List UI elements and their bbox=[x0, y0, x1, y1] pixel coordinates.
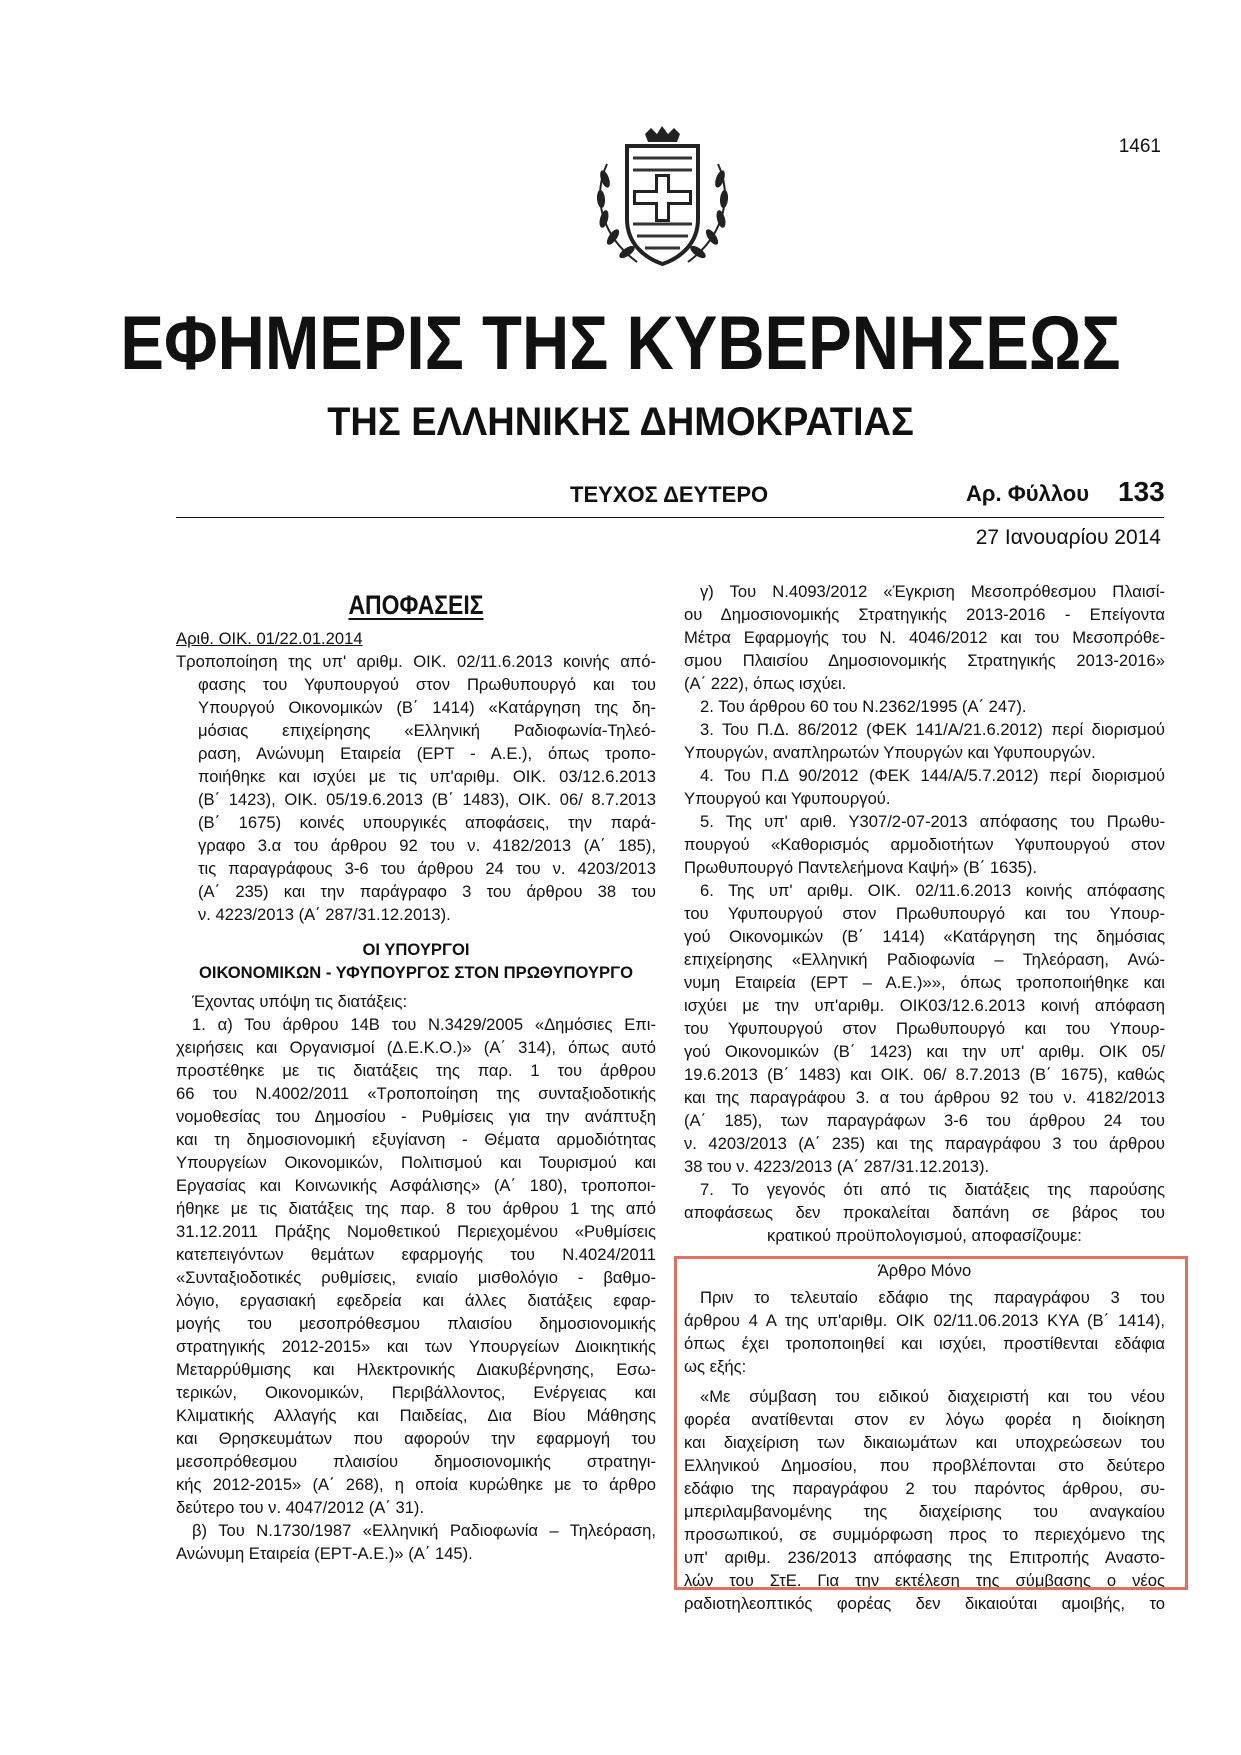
body-line: ου Δημοσιονομικής Στρατηγικής 2013-2016 - Επείγοντα bbox=[684, 605, 1165, 624]
signatories-subheading: ΟΙΚΟΝΟΜΙΚΩΝ - ΥΦΥΠΟΥΡΓΟΣ ΣΤΟΝ ΠΡΩΘΥΠΟΥΡΓΟ bbox=[199, 963, 633, 982]
body-line: και τη δημοσιονομική εξυγίανση - Θέματα αρμοδιότητας bbox=[176, 1130, 656, 1149]
body-line: κρατικού προϋπολογισμού, αποφασίζουμε: bbox=[767, 1226, 1082, 1245]
body-line: αποφάσεως δεν προκαλείται δαπάνη σε βάρος του bbox=[684, 1203, 1165, 1222]
body-line: ήθηκε με τις διατάξεις της παρ. 8 του άρθρου 1 της από bbox=[176, 1199, 656, 1218]
body-line: του Υφυπουργού στον Πρωθυπουργό και του Υπουρ- bbox=[684, 1019, 1165, 1038]
article-line: φορέα ανατίθενται στον εν λόγω φορέα η διοίκηση bbox=[684, 1410, 1165, 1429]
article-line: προσωπικού, σε συμμόρφωση προς το περιεχόμενο της bbox=[684, 1525, 1165, 1544]
body-line: δεύτερο του ν. 4047/2012 (Α΄ 31). bbox=[176, 1498, 425, 1517]
body-line: μεσοπρόθεσμου πλαισίου δημοσιονομικής στρατηγι- bbox=[176, 1452, 656, 1471]
signatories-heading: ΟΙ ΥΠΟΥΡΓΟΙ bbox=[362, 940, 470, 959]
preamble-text bbox=[176, 990, 656, 1565]
article-line: εδάφιο της παραγράφου 2 του παρόντος άρθρου, συ- bbox=[684, 1479, 1165, 1498]
body-line: Κλιματικής Αλλαγής και Παιδείας, Δια Βίου Μάθησης bbox=[176, 1406, 656, 1425]
body-line: 38 του ν. 4223/2013 (Α΄ 287/31.12.2013). bbox=[684, 1157, 990, 1176]
title-line: ν. 4223/2013 (Α΄ 287/31.12.2013). bbox=[198, 905, 451, 924]
body-line: Υπουργών, αναπληρωτών Υπουργών και Υφυπουργών. bbox=[684, 743, 1096, 762]
title-line: Τροποποίηση της υπ' αριθμ. ΟΙΚ. 02/11.6.2013 κοινής από- bbox=[176, 652, 656, 671]
body-line: κής 2012-2015» (Α΄ 268), η οποία κυρώθηκε με το άρθρο bbox=[176, 1475, 656, 1494]
title-line: μόσιας επιχείρησης «Ελληνική Ραδιοφωνία-Τηλεό- bbox=[198, 721, 656, 740]
issue-date: 27 Ιανουαρίου 2014 bbox=[975, 526, 1161, 549]
article-line: Πριν το τελευταίο εδάφιο της παραγράφου 3 του bbox=[700, 1288, 1165, 1307]
article-line: υπ' αριθμ. 236/2013 απόφασης της Επιτροπής Αναστο- bbox=[684, 1548, 1165, 1567]
article-line: «Με σύμβαση του ειδικού διαχειριστή και του νέου bbox=[700, 1387, 1165, 1406]
body-line: Μεταρρύθμισης και Ηλεκτρονικής Διακυβέρνησης, Εσω- bbox=[176, 1360, 656, 1379]
body-line: ν. 4203/2013 (Α΄ 235) και της παραγράφου 3 του άρθρου bbox=[684, 1134, 1165, 1153]
body-line: τερικών, Οικονομικών, Περιβάλλοντος, Ενέργειας και bbox=[176, 1383, 656, 1402]
body-line: 2. Του άρθρου 60 του Ν.2362/1995 (Α΄ 247). bbox=[700, 697, 1027, 716]
title-line: τις παραγράφους 3-6 του άρθρου 24 του ν. 4203/2013 bbox=[198, 859, 656, 878]
article-line: Ελληνικού Δημοσίου, που προβλέπονται στο δεύτερο bbox=[684, 1456, 1165, 1475]
header-divider bbox=[176, 517, 1164, 518]
article-line: άρθρου 4 Α της υπ'αριθμ. ΟΙΚ 02/11.06.2013 ΚΥΑ (Β΄ 1414), bbox=[684, 1311, 1165, 1330]
body-line: ισχύει με την υπ'αριθμ. ΟΙΚ03/12.6.2013 κοινή απόφαση bbox=[684, 996, 1165, 1015]
masthead-title: ΕΦΗΜΕΡΙΣ ΤΗΣ ΚΥΒΕΡΝΗΣΕΩΣ bbox=[120, 301, 1121, 386]
body-line: 1. α) Του άρθρου 14Β του Ν.3429/2005 «Δημόσιες Επι- bbox=[192, 1015, 656, 1034]
body-line: 19.6.2013 (Β΄ 1483) και ΟΙΚ. 06/ 8.7.2013 (Β΄ 1675), καθώς bbox=[684, 1065, 1165, 1084]
sheet-number: 133 bbox=[1118, 476, 1165, 507]
masthead-subtitle: ΤΗΣ ΕΛΛΗΝΙΚΗΣ ΔΗΜΟΚΡΑΤΙΑΣ bbox=[327, 400, 914, 444]
title-line: (Β΄ 1423), ΟΙΚ. 05/19.6.2013 (Β΄ 1483), ΟΙΚ. 06/ 8.7.2013 bbox=[198, 790, 656, 809]
body-line: Υπουργείων Οικονομικών, Πολιτισμού και Τουρισμού και bbox=[176, 1153, 656, 1172]
body-line: γ) Του Ν.4093/2012 «Έγκριση Μεσοπρόθεσμου Πλαισί- bbox=[700, 582, 1165, 601]
article-line: ραδιοτηλεοπτικός φορέας δεν δικαιούται αμοιβής, το bbox=[684, 1594, 1165, 1613]
article-line: μπεριλαμβανομένης της διαχείρισης του αναγκαίου bbox=[684, 1502, 1165, 1521]
title-line: Υπουργού Οικονομικών (Β΄ 1414) «Κατάργηση της δη- bbox=[198, 698, 656, 717]
body-line: (Α΄ 185), των παραγράφων 3-6 του άρθρου 24 του bbox=[684, 1111, 1165, 1130]
article-line: όπως έχει τροποποιηθεί και ισχύει, προστίθενται εδάφια bbox=[684, 1334, 1165, 1353]
body-line: Ανώνυμη Εταιρεία (ΕΡΤ-Α.Ε.)» (Α΄ 145). bbox=[176, 1544, 473, 1563]
body-line: σμου Πλαισίου Δημοσιονομικής Στρατηγικής 2013-2016» bbox=[684, 651, 1165, 670]
body-line: Εργασίας και Κοινωνικής Ασφάλισης» (Α΄ 180), τροποποι- bbox=[176, 1176, 656, 1195]
article-line: λών του ΣτΕ. Για την εκτέλεση της σύμβασης ο νέος bbox=[684, 1571, 1165, 1590]
body-line: του Υφυπουργού στον Πρωθυπουργό και του Υπουρ- bbox=[684, 904, 1165, 923]
title-line: (Β΄ 1675) κοινές υπουργικές αποφάσεις, την παρά- bbox=[198, 813, 656, 832]
title-line: γραφο 3.α του άρθρου 92 του ν. 4182/2013 (Α΄ 185), bbox=[198, 836, 656, 855]
body-line: μογής του μεσοπρόθεσμου πλαισίου δημοσιονομικής bbox=[176, 1314, 656, 1333]
body-line: γού Οικονομικών (Β΄ 1423) και την υπ' αριθμ. ΟΙΚ 05/ bbox=[684, 1042, 1165, 1061]
body-line: γού Οικονομικών (Β΄ 1414) «Κατάργηση της δημόσιας bbox=[684, 927, 1165, 946]
article-heading: Άρθρο Μόνο bbox=[877, 1261, 972, 1280]
article-line: και διαχείριση των δικαιωμάτων και υποχρεώσεων του bbox=[684, 1433, 1165, 1452]
body-line: 4. Του Π.Δ 90/2012 (ΦΕΚ 144/Α/5.7.2012) περί διορισμού bbox=[700, 766, 1165, 785]
body-line: 66 του Ν.4002/2011 «Τροποποίηση της συνταξιοδοτικής bbox=[176, 1084, 656, 1103]
body-line: επιχείρησης «Ελληνική Ραδιοφωνία – Τηλεόραση, Ανώ- bbox=[684, 950, 1165, 969]
body-line: νομοθεσίας του Δημοσίου - Ρυθμίσεις για την ανάπτυξη bbox=[176, 1107, 656, 1126]
body-line: χειρήσεις και Οργανισμοί (Δ.Ε.Κ.Ο.)» (Α΄ 314), όπως αυτό bbox=[176, 1038, 656, 1057]
body-line: κατεπειγόντων θεμάτων εφαρμογής του Ν.4024/2011 bbox=[176, 1245, 656, 1264]
left-column bbox=[176, 585, 656, 1565]
body-line: προστέθηκε με τις διατάξεις της παρ. 1 του άρθρου bbox=[176, 1061, 656, 1080]
title-line: (Α΄ 235) και την παράγραφο 3 του άρθρου 38 του bbox=[198, 882, 656, 901]
article-line: ως εξής: bbox=[684, 1357, 747, 1376]
body-line: (Α΄ 222), όπως ισχύει. bbox=[684, 674, 847, 693]
sheet-number-label: Αρ. Φύλλου bbox=[966, 481, 1090, 506]
title-line: ραση, Ανώνυμη Εταιρεία (ΕΡΤ - Α.Ε.), όπως τροπο- bbox=[198, 744, 656, 763]
body-line: 6. Της υπ' αριθμ. ΟΙΚ. 02/11.6.2013 κοινής απόφασης bbox=[700, 881, 1165, 900]
issue-series: ΤΕΥΧΟΣ ΔΕΥΤΕΡΟ bbox=[570, 482, 769, 507]
article-highlight-box bbox=[674, 1256, 1188, 1590]
body-line: και της παραγράφου 3. α του άρθρου 92 του ν. 4182/2013 bbox=[684, 1088, 1165, 1107]
body-line: Έχοντας υπόψη τις διατάξεις: bbox=[192, 992, 408, 1011]
body-line: «Συνταξιοδοτικές ρυθμίσεις, ενιαίο μισθολόγιο - βαθμο- bbox=[176, 1268, 656, 1287]
body-line: Υπουργού και Υφυπουργού. bbox=[684, 789, 891, 808]
body-line: Μέτρα Εφαρμογής του Ν. 4046/2012 και του Μεσοπρόθε- bbox=[684, 628, 1165, 647]
body-line: και Θρησκευμάτων που αφορούν την εφαρμογή του bbox=[176, 1429, 656, 1448]
section-heading: ΑΠΟΦΑΣΕΙΣ bbox=[348, 590, 484, 620]
body-line: 7. Το γεγονός ότι από τις διατάξεις της παρούσης bbox=[700, 1180, 1165, 1199]
body-line: 5. Της υπ' αριθ. Υ307/2-07-2013 απόφασης του Πρωθυ- bbox=[700, 812, 1165, 831]
greek-coat-of-arms-emblem bbox=[585, 124, 740, 274]
body-line: νυμη Εταιρεία (ΕΡΤ – Α.Ε.)»», όπως τροποποιήθηκε και bbox=[684, 973, 1165, 992]
body-line: λόγιο, εργασιακή εφεδρεία και άλλες διατάξεις εφαρ- bbox=[176, 1291, 656, 1310]
body-line: πουργού «Καθορισμός αρμοδιοτήτων Υφυπουργού στον bbox=[684, 835, 1165, 854]
body-line: 3. Του Π.Δ. 86/2012 (ΦΕΚ 141/Α/21.6.2012) περί διορισμού bbox=[700, 720, 1165, 739]
decision-title bbox=[176, 650, 656, 926]
page-number: 1461 bbox=[1118, 136, 1161, 157]
body-line: Πρωθυπουργό Παντελεήμονα Καψή» (Β΄ 1635). bbox=[684, 858, 1037, 877]
title-line: ποιήθηκε και ισχύει με τις υπ'αριθμ. ΟΙΚ. 03/12.6.2013 bbox=[198, 767, 656, 786]
body-line: 31.12.2011 Πράξης Νομοθετικού Περιεχομένου «Ρυθμίσεις bbox=[176, 1222, 656, 1241]
title-line: φασης του Υφυπουργού στον Πρωθυπουργό και του bbox=[198, 675, 656, 694]
body-line: στρατηγικής 2012-2015» και των Υπουργείων Διοικητικής bbox=[176, 1337, 656, 1356]
body-line: β) Του Ν.1730/1987 «Ελληνική Ραδιοφωνία – Τηλεόραση, bbox=[192, 1521, 656, 1540]
decision-number: Αριθ. ΟΙΚ. 01/22.01.2014 bbox=[176, 629, 363, 648]
